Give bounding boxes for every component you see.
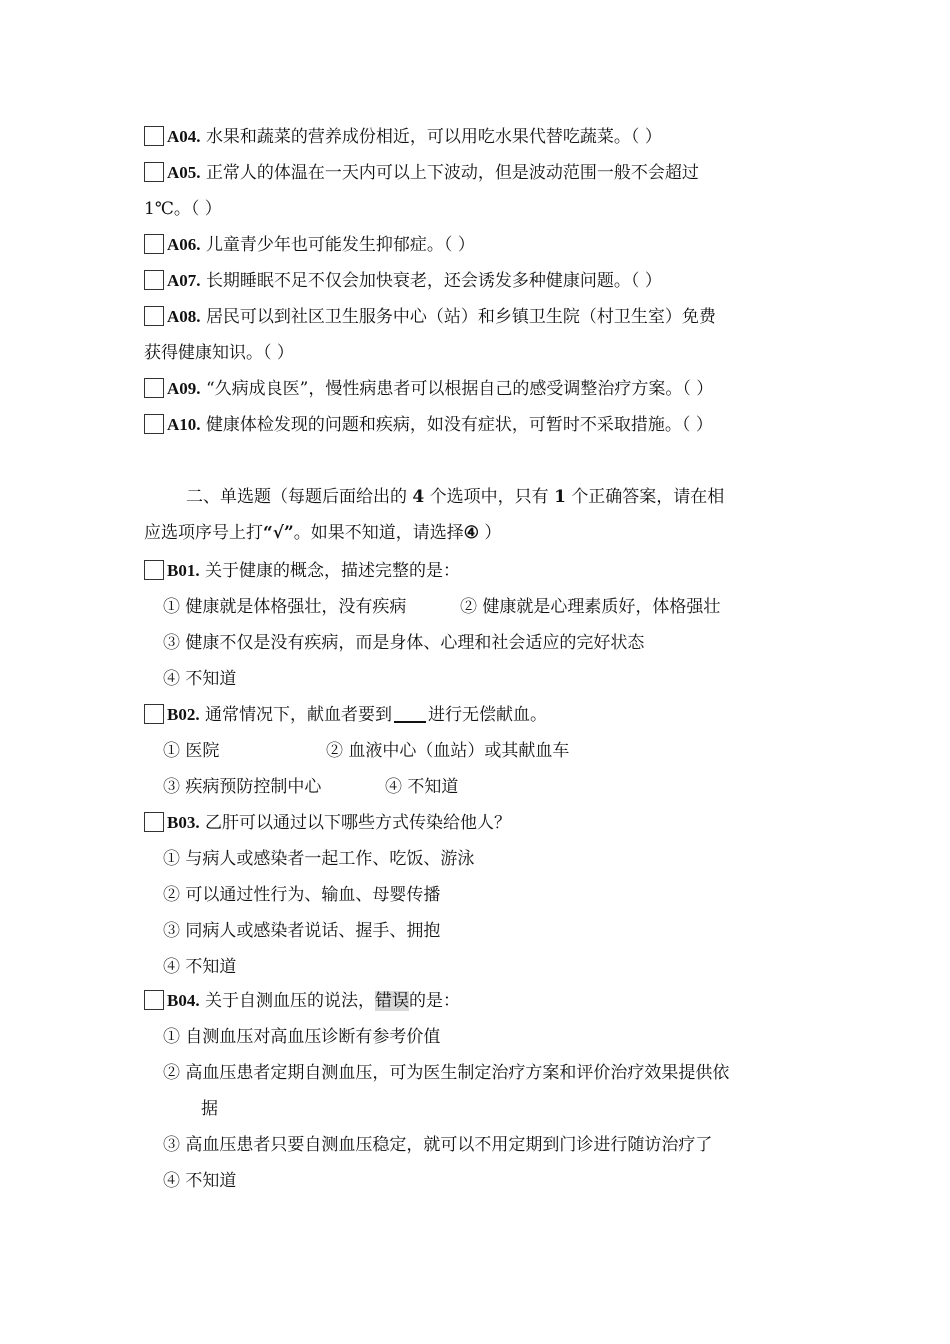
answer-box[interactable] [144, 990, 164, 1010]
question-text: “久病成良医”，慢性病患者可以根据自己的感受调整治疗方案。（ ） [205, 379, 714, 399]
option-3[interactable]: ③ 同病人或感染者说话、握手、拥抱 [163, 921, 441, 941]
option-1[interactable]: ① 自测血压对高血压诊断有参考价值 [163, 1027, 441, 1047]
answer-box[interactable] [144, 414, 164, 434]
question-a08-continued: 获得健康知识。（ ） [144, 343, 294, 363]
question-b04 [144, 990, 460, 1012]
question-a05-continued: 1℃。（ ） [144, 199, 222, 219]
section-heading-continued [144, 522, 501, 544]
option-4[interactable]: ④ 不知道 [163, 1171, 237, 1191]
answer-box[interactable] [144, 270, 164, 290]
fill-blank [394, 721, 426, 723]
option-2[interactable]: ② 健康就是心理素质好，体格强壮 [460, 597, 721, 617]
question-text: 的是： [409, 991, 460, 1011]
question-code: A06. [167, 235, 201, 254]
question-text: 长期睡眠不足不仅会加快衰老，还会诱发多种健康问题。（ ） [205, 271, 662, 291]
question-code: A04. [167, 127, 201, 146]
answer-box[interactable] [144, 234, 164, 254]
heading-text: ） [484, 523, 502, 543]
question-text: 通常情况下，献血者要到 [205, 705, 392, 725]
check-mark: “√” [263, 523, 294, 543]
question-code: B01. [167, 561, 200, 580]
question-code: B04. [167, 991, 200, 1010]
answer-box[interactable] [144, 378, 164, 398]
option-1[interactable]: ① 与病人或感染者一起工作、吃饭、游泳 [163, 849, 475, 869]
question-code: B03. [167, 813, 200, 832]
option-3[interactable]: ③ 健康不仅是没有疾病，而是身体、心理和社会适应的完好状态 [163, 633, 645, 653]
heading-text: 应选项序号上打 [144, 523, 263, 543]
question-code: A10. [167, 415, 201, 434]
answer-box[interactable] [144, 306, 164, 326]
option-4[interactable]: ④ 不知道 [385, 777, 459, 797]
question-a07 [144, 270, 662, 292]
section-heading [186, 486, 724, 508]
circled-four: ④ [463, 523, 479, 543]
question-b02 [144, 704, 547, 726]
heading-text: 个选项中，只有 [429, 487, 549, 507]
option-4[interactable]: ④ 不知道 [163, 669, 237, 689]
question-code: B02. [167, 705, 200, 724]
option-1[interactable]: ① 健康就是体格强壮，没有疾病 [163, 597, 407, 617]
heading-text: 二、单选题（每题后面给出的 [186, 487, 407, 507]
question-code: A05. [167, 163, 201, 182]
question-text: 儿童青少年也可能发生抑郁症。（ ） [205, 235, 475, 255]
highlighted-word: 错误 [375, 991, 409, 1011]
question-text: 关于自测血压的说法， [205, 991, 375, 1011]
question-text: 乙肝可以通过以下哪些方式传染给他人？ [205, 813, 511, 833]
heading-text: 个正确答案，请在相 [571, 487, 725, 507]
option-3[interactable]: ③ 高血压患者只要自测血压稳定，就可以不用定期到门诊进行随访治疗了 [163, 1135, 713, 1155]
question-a08 [144, 306, 716, 328]
question-a09 [144, 378, 713, 400]
question-code: A09. [167, 379, 201, 398]
option-2-continued: 据 [201, 1099, 218, 1119]
question-text: 进行无偿献血。 [428, 705, 547, 725]
option-2[interactable]: ② 血液中心（血站）或其献血车 [326, 741, 570, 761]
question-text: 关于健康的概念，描述完整的是： [205, 561, 460, 581]
question-text: 居民可以到社区卫生服务中心（站）和乡镇卫生院（村卫生室）免费 [205, 307, 716, 327]
question-text: 水果和蔬菜的营养成份相近，可以用吃水果代替吃蔬菜。（ ） [205, 127, 662, 147]
heading-number: 4 [412, 487, 425, 507]
question-b03 [144, 812, 511, 834]
option-2[interactable]: ② 高血压患者定期自测血压，可为医生制定治疗方案和评价治疗效果提供依 [163, 1063, 730, 1083]
option-1[interactable]: ① 医院 [163, 741, 220, 761]
question-text: 正常人的体温在一天内可以上下波动，但是波动范围一般不会超过 [205, 163, 699, 183]
question-a05 [144, 162, 699, 184]
heading-number: 1 [554, 487, 566, 507]
question-b01 [144, 560, 460, 582]
option-4[interactable]: ④ 不知道 [163, 957, 237, 977]
answer-box[interactable] [144, 704, 164, 724]
question-a06 [144, 234, 475, 256]
question-code: A07. [167, 271, 201, 290]
question-text: 健康体检发现的问题和疾病，如没有症状，可暂时不采取措施。（ ） [205, 415, 713, 435]
question-a04 [144, 126, 662, 148]
question-code: A08. [167, 307, 201, 326]
option-2[interactable]: ② 可以通过性行为、输血、母婴传播 [163, 885, 441, 905]
answer-box[interactable] [144, 812, 164, 832]
option-3[interactable]: ③ 疾病预防控制中心 [163, 777, 322, 797]
answer-box[interactable] [144, 560, 164, 580]
answer-box[interactable] [144, 162, 164, 182]
answer-box[interactable] [144, 126, 164, 146]
heading-text: 。如果不知道，请选择 [293, 523, 464, 543]
question-a10 [144, 414, 713, 436]
